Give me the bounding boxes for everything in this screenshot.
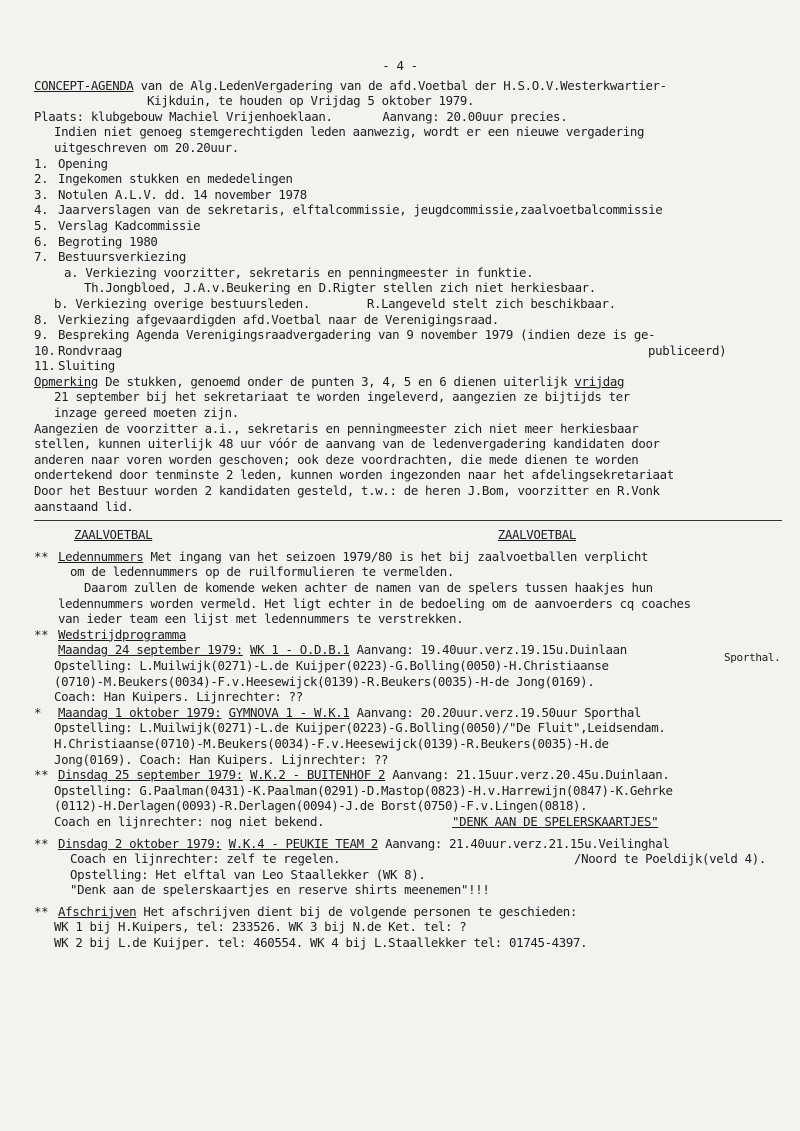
agenda-7b: b. Verkiezing overige bestuursleden. R.Langeveld stelt zich beschikbaar. (54, 295, 616, 311)
paragraph-line: anderen naar voren worden geschoven; ook deze voordrachten, die mede dienen te worden (34, 451, 639, 467)
agenda-item: 1. Opening (34, 155, 108, 171)
agenda-item: 7. Bestuursverkiezing (34, 249, 186, 265)
agenda-item: 3. Notulen A.L.V. dd. 14 november 1978 (34, 186, 307, 202)
match-1-line: Opstelling: L.Muilwijk(0271)-L.de Kuijper(0223)-G.Bolling(0050)-H.Christiaanse (54, 657, 609, 673)
zaalvoetbal-headings (34, 527, 766, 543)
agenda-item: 2. Ingekomen stukken en mededelingen (34, 171, 293, 187)
agenda-item: 8. Verkiezing afgevaardigden afd.Voetbal naar de Verenigingsraad. (34, 311, 499, 327)
match-4-line: Opstelling: Het elftal van Leo Staallekker (WK 8). (70, 866, 426, 882)
ledennummers-line: ledennummers worden vermeld. Het ligt echter in de bedoeling om de aanvoerders cq coaches (58, 595, 691, 611)
paragraph-line: ondertekend door tenminste 2 leden, kunnen worden ingezonden naar het afdelingsekretariaat (34, 467, 674, 483)
section-divider (34, 520, 782, 521)
ledennummers-line-1: ** Ledennummers Met ingang van het seizoen 1979/80 is het bij zaalvoetballen verplicht (34, 548, 649, 564)
zaalvoetbal-heading-right: ZAALVOETBAL (497, 527, 576, 543)
agenda-list-continued (34, 312, 766, 374)
match-3-line: Opstelling: G.Paalman(0431)-K.Paalman(0291)-D.Mastop(0823)-H.v.Harrewijn(0847)-K.Gehrke (54, 782, 673, 798)
match-3-line: (0112)-H.Derlagen(0093)-R.Derlagen(0094)-J.de Borst(0750)-F.v.Lingen(0818). (54, 798, 588, 814)
ledennummers-line: van ieder team een lijst met ledennummers te verstrekken. (58, 611, 464, 627)
header-line-5: uitgeschreven om 20.20uur. (54, 139, 239, 155)
match-2-line: H.Christiaanse(0710)-M.Beukers(0034)-F.v.Heesewijck(0139)-R.Beukers(0035)-H.de (54, 735, 609, 751)
header-line-2: Kijkduin, te houden op Vrijdag 5 oktober 1979. (147, 93, 475, 109)
zaalvoetbal-heading-left: ZAALVOETBAL (74, 527, 153, 543)
agenda-7a-note: Th.Jongbloed, J.A.v.Beukering en D.Rigter stellen zich niet herkiesbaar. (84, 280, 596, 296)
match-1-line: (0710)-M.Beukers(0034)-F.v.Heesewijck(0139)-R.Beukers(0035)-H-de Jong(0169). (54, 673, 595, 689)
agenda-item: 10. Rondvraag publiceerd) (34, 342, 727, 358)
match-1-line: Coach: Han Kuipers. Lijnrechter: ?? (54, 689, 303, 705)
agenda-item: 5. Verslag Kadcommissie (34, 217, 201, 233)
agenda-item: 9. Bespreking Agenda Verenigingsraadvergadering van 9 november 1979 (indien deze is ge- (34, 327, 656, 343)
opmerking-line-2: 21 september bij het sekretariaat te worden ingeleverd, aangezien ze bijtijds ter (54, 389, 630, 405)
programma-heading: ** Wedstrijdprogramma (34, 626, 186, 642)
opmerking-line-1: Opmerking De stukken, genoemd onder de punten 3, 4, 5 en 6 dienen uiterlijk vrijdag (34, 373, 625, 389)
match-4-header: ** Dinsdag 2 oktober 1979: W.K.4 - PEUKIE TEAM 2 Aanvang: 21.40uur.verz.21.15u.Veilinghal (34, 835, 670, 851)
match-4-line: "Denk aan de spelerskaartjes en reserve shirts meenemen"!!! (70, 882, 490, 898)
match-3-header: ** Dinsdag 25 september 1979: W.K.2 - BUITENHOF 2 Aanvang: 21.15uur.verz.20.45u.Duinlaan. (34, 767, 670, 783)
opmerking-line-3: inzage gereed moeten zijn. (54, 405, 239, 421)
afschrijven-line: WK 1 bij H.Kuipers, tel: 233526. WK 3 bij N.de Ket. tel: ? (54, 919, 467, 935)
agenda-item: 6. Begroting 1980 (34, 233, 158, 249)
match-4-line: Coach en lijnrechter: zelf te regelen. /Noord te Poeldijk(veld 4). (70, 851, 766, 867)
paragraph-line: aanstaand lid. (34, 498, 134, 514)
afschrijven-line: WK 2 bij L.de Kuijper. tel: 460554. WK 4 bij L.Staallekker tel: 01745-4397. (54, 935, 588, 951)
ledennummers-line: Daarom zullen de komende weken achter de namen van de spelers tussen haakjes hun (84, 580, 653, 595)
location-line: Plaats: klubgebouw Machiel Vrijenhoeklaan. Aanvang: 20.00uur precies. (34, 108, 568, 124)
match-2-line: Opstelling: L.Muilwijk(0271)-L.de Kuijper(0223)-G.Bolling(0050)/"De Fluit",Leidsendam. (54, 720, 666, 736)
header-line-4: Indien niet genoeg stemgerechtigden leden aanwezig, wordt er een nieuwe vergadering (54, 124, 645, 140)
paragraph-line: Door het Bestuur worden 2 kandidaten gesteld, t.w.: de heren J.Bom, voorzitter en R.Vonk (34, 483, 660, 499)
match-2-line: Jong(0169). Coach: Han Kuipers. Lijnrechter: ?? (54, 751, 389, 767)
match-1-header: Maandag 24 september 1979: WK 1 - O.D.B.1 Aanvang: 19.40uur.verz.19.15u.Duinlaan Sporthal. (58, 642, 781, 665)
paragraph-line: stellen, kunnen uiterlijk 48 uur vóór de aanvang van de ledenvergadering kandidaten door (34, 436, 660, 452)
agenda-9-tail: publiceerd) (648, 342, 727, 358)
agenda-item: 4. Jaarverslagen van de sekretaris, elftalcommissie, jeugdcommissie,zaalvoetbalcommissie (34, 202, 663, 218)
afschrijven-heading: ** Afschrijven Het afschrijven dient bij de volgende personen te geschieden: (34, 903, 578, 919)
agenda-list (34, 156, 766, 265)
paragraph-line: Aangezien de voorzitter a.i., sekretaris en penningmeester zich niet meer herkiesbaar (34, 420, 639, 436)
ledennummers-line: om de ledennummers op de ruilformulieren te vermelden. (70, 564, 454, 580)
match-3-line: Coach en lijnrechter: nog niet bekend. "DENK AAN DE SPELERSKAARTJES" (54, 813, 659, 829)
agenda-item: 11. Sluiting (34, 358, 115, 374)
opmerking-label: Opmerking (34, 373, 98, 389)
agenda-7a: a. Verkiezing voorzitter, sekretaris en penningmeester in funktie. (64, 264, 534, 280)
page-number: - 4 - (382, 58, 418, 73)
match-2-header: * Maandag 1 oktober 1979: GYMNOVA 1 - W.K.1 Aanvang: 20.20uur.verz.19.50uur Sporthal (34, 704, 642, 720)
agenda-title: CONCEPT-AGENDA (34, 77, 134, 93)
header-line-1: CONCEPT-AGENDA van de Alg.LedenVergadering van de afd.Voetbal der H.S.O.V.Westerkwartier- (34, 77, 667, 93)
